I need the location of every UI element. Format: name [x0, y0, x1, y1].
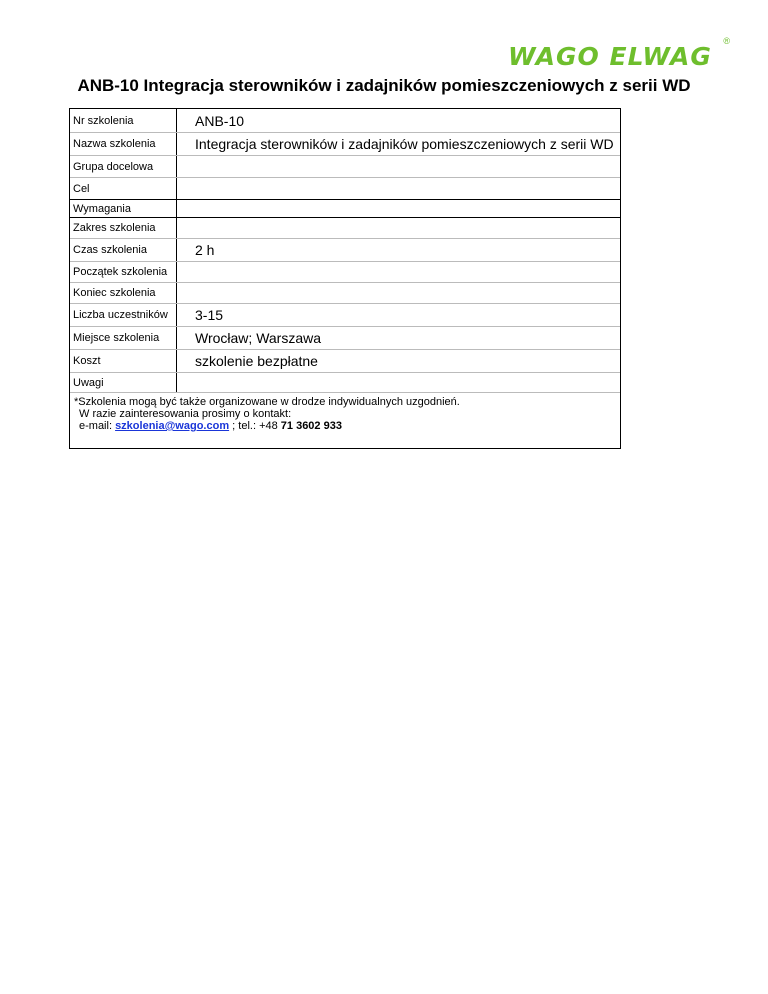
- row-label: Koniec szkolenia: [70, 283, 177, 303]
- row-label: Początek szkolenia: [70, 262, 177, 282]
- note-line-1: *Szkolenia mogą być także organizowane w drodze indywidualnych uzgodnień.: [74, 396, 460, 408]
- email-prefix: e-mail:: [79, 420, 116, 432]
- row-poczatek-szkolenia: [70, 262, 620, 282]
- row-label: Grupa docelowa: [70, 156, 177, 177]
- row-value: ANB-10: [195, 112, 245, 129]
- row-value: 3-15: [195, 307, 224, 323]
- phone-number: 71 3602 933: [280, 420, 342, 432]
- row-miejsce-szkolenia: [70, 327, 620, 349]
- contact-note: [74, 396, 460, 432]
- row-value: [177, 218, 620, 238]
- row-zakres-szkolenia: [70, 218, 620, 238]
- row-divider: [70, 392, 620, 393]
- row-label: Liczba uczestników: [70, 304, 177, 326]
- row-value: Wrocław; Warszawa: [195, 330, 322, 346]
- email-link[interactable]: szkolenia@wago.com: [115, 420, 230, 432]
- row-czas-szkolenia: [70, 239, 620, 261]
- row-wymagania: [70, 200, 620, 217]
- page-title: ANB-10 Integracja sterowników i zadajników pomieszczeniowych z serii WD: [77, 76, 691, 95]
- row-uwagi: [70, 373, 620, 392]
- row-value: [177, 178, 620, 199]
- row-label: Czas szkolenia: [70, 239, 177, 261]
- row-koszt: [70, 350, 620, 372]
- tel-prefix: ; tel.: +48: [229, 420, 281, 432]
- row-value: [177, 156, 620, 177]
- row-nr-szkolenia: [70, 109, 620, 132]
- row-grupa-docelowa: [70, 156, 620, 177]
- row-value: [177, 200, 620, 217]
- row-value: [177, 262, 620, 282]
- row-label: Koszt: [70, 350, 177, 372]
- row-label: Nazwa szkolenia: [70, 133, 177, 155]
- training-info-table: [69, 108, 621, 449]
- row-cel: [70, 178, 620, 199]
- row-label: Wymagania: [70, 200, 177, 217]
- row-value: [177, 283, 620, 303]
- row-value: [177, 373, 620, 392]
- wago-elwag-logo: [508, 36, 730, 71]
- row-value: szkolenie bezpłatne: [195, 353, 318, 369]
- note-line-2: W razie zainteresowania prosimy o kontakt:: [79, 408, 292, 420]
- row-label: Zakres szkolenia: [70, 218, 177, 238]
- row-liczba-uczestnikow: [70, 304, 620, 326]
- row-value: 2 h: [195, 242, 215, 258]
- registered-mark: ®: [723, 36, 730, 46]
- row-value: Integracja sterowników i zadajników pomieszczeniowych z serii WD: [195, 136, 614, 152]
- row-label: Nr szkolenia: [70, 109, 177, 132]
- row-label: Miejsce szkolenia: [70, 327, 177, 349]
- row-nazwa-szkolenia: [70, 133, 620, 155]
- row-koniec-szkolenia: [70, 283, 620, 303]
- note-line-3: [74, 420, 460, 432]
- logo-text: WAGO ELWAG: [508, 42, 712, 71]
- row-label: Cel: [70, 178, 177, 199]
- row-label: Uwagi: [70, 373, 177, 392]
